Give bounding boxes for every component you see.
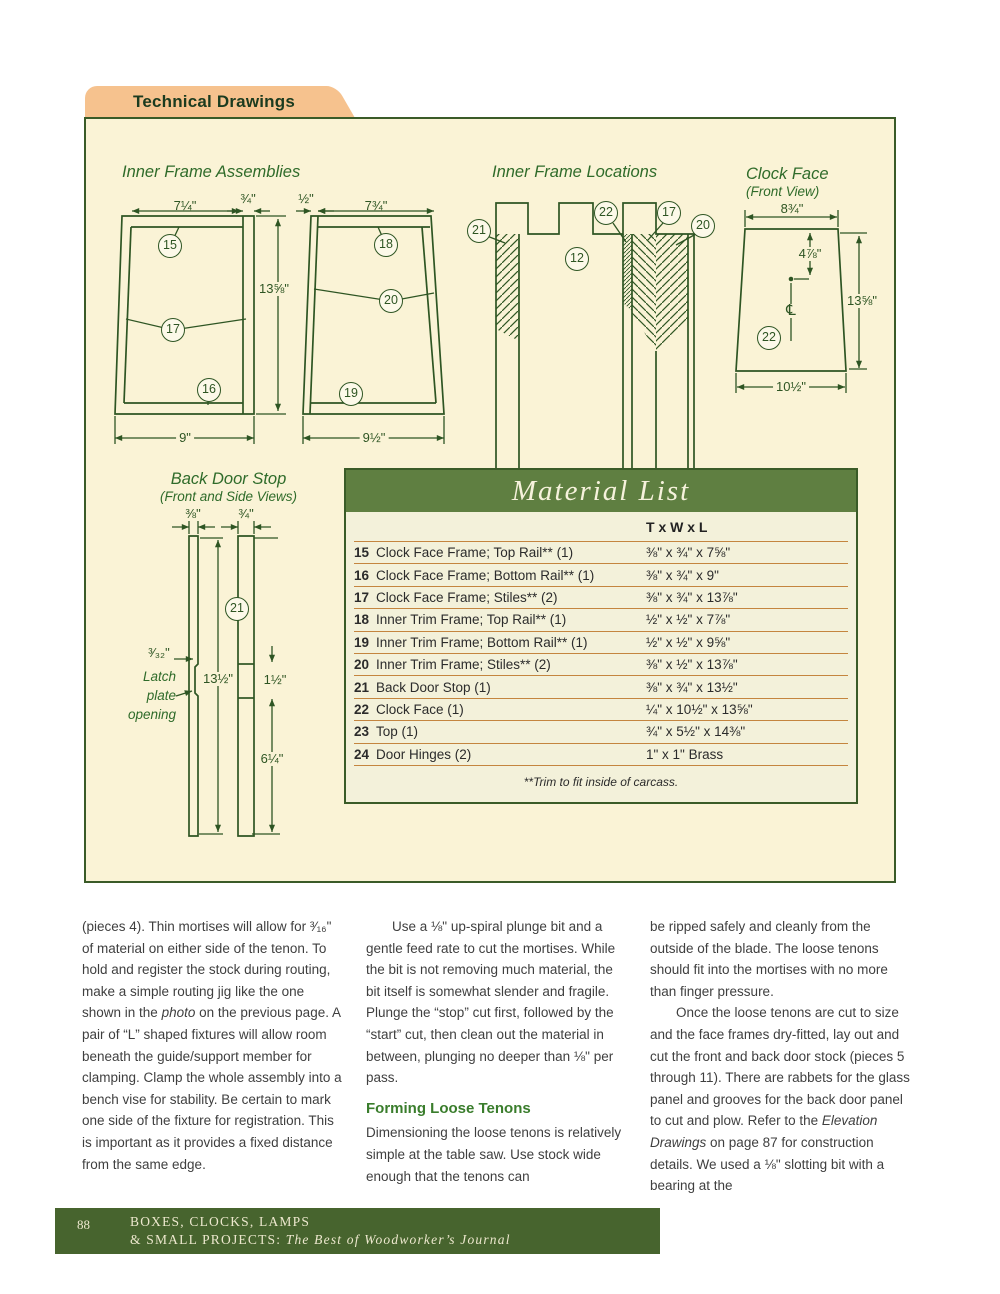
part-dimensions: ⅜" x ¾" x 13½"	[646, 679, 738, 695]
locations-hatching	[496, 234, 688, 351]
table-row	[354, 608, 848, 630]
paragraph: Dimensioning the loose tenons is relatively simple at the table saw. Use stock wide enough that the tenons can	[366, 1125, 622, 1184]
article-column-1	[82, 916, 344, 1197]
table-row	[354, 698, 848, 720]
callout-22-clockface: 22	[757, 326, 781, 350]
callout-12: 12	[565, 247, 589, 271]
backdoor-title: Back Door Stop	[170, 470, 287, 488]
part-number: 20	[354, 657, 370, 673]
back-door-stop-section	[496, 234, 519, 341]
table-row	[354, 586, 848, 608]
drawings-panel	[84, 117, 896, 883]
side-view-bar	[238, 536, 254, 836]
callout-21-backdoor: 21	[225, 597, 249, 621]
dim-backdoor-lower: 6¼"	[258, 752, 287, 766]
clockface-subtitle: (Front View)	[746, 184, 820, 199]
dim-backdoor-front-width: ⅜"	[185, 506, 201, 521]
dim-backdoor-notch: ³⁄₃₂"	[148, 645, 170, 660]
dim-top-right-width: 7¾"	[364, 198, 388, 213]
part-dimensions: 1" x 1" Brass	[646, 746, 724, 762]
locations-title: Inner Frame Locations	[492, 163, 658, 181]
face-frame-stile-section	[632, 234, 656, 351]
dim-bottom-left-width: 9"	[176, 431, 194, 445]
article-column-2	[366, 916, 628, 1197]
dim-right-stile-width: ¾"	[240, 191, 256, 206]
dim-backdoor-side-width: ¾"	[238, 506, 254, 521]
paragraph-text: (pieces 4). Thin mortises will allow for ³⁄₁₆" of material on either side of the tenon. To hold and register the stock during routing, make a simple routing jig like the one shown in the	[82, 919, 332, 1021]
part-name: Clock Face Frame; Bottom Rail** (1)	[376, 567, 595, 583]
paragraph-text: on the previous page. A pair of “L” shaped fixtures will allow room beneath the guide/support member for clamping. Clamp the whole assembly into a bench vise for stability. Be certain to mark one side of the fixture for registration. This is important as it provides a fixed distance from the same edge.	[82, 1005, 342, 1172]
part-number: 19	[354, 634, 370, 650]
table-row	[354, 631, 848, 653]
part-number: 15	[354, 545, 370, 561]
book-title-line1: BOXES, CLOCKS, LAMPS	[130, 1214, 311, 1229]
backdoor-object-lines	[189, 536, 254, 836]
latch-plate-opening-label: Latch plate opening	[127, 669, 176, 722]
trim-frame-stile-section	[656, 234, 688, 351]
part-dimensions: ⅜" x ¾" x 7⅝"	[646, 545, 731, 561]
part-name: Top (1)	[376, 724, 419, 740]
part-dimensions: ½" x ½" x 7⅞"	[646, 612, 731, 628]
dim-clockface-drop: 4⅞"	[796, 247, 825, 261]
book-title	[130, 1213, 511, 1249]
table-row	[354, 675, 848, 697]
part-number: 17	[354, 589, 370, 605]
part-number: 21	[354, 679, 370, 695]
part-number: 16	[354, 567, 370, 583]
dim-top-left-width: 7¼"	[173, 198, 197, 213]
book-title-line2	[130, 1231, 511, 1249]
part-dimensions: ⅜" x ¾" x 13⅞"	[646, 589, 738, 605]
paragraph-text: Once the loose tenons are cut to size and the face frames dry-fitted, lay out and cut the front and back door stock (pieces 5 through 11). There are rabbets for the glass panel and grooves for the back door panel to cut and plow. Refer to the	[650, 1005, 910, 1129]
backdoor-subtitle: (Front and Side Views)	[159, 489, 298, 504]
part-dimensions: ⅜" x ¾" x 9"	[646, 567, 719, 583]
dim-backdoor-height: 13½"	[200, 672, 236, 686]
tab-label: Technical Drawings	[133, 92, 295, 111]
section-heading: Forming Loose Tenons	[366, 1099, 531, 1117]
part-dimensions: ¼" x 10½" x 13⅝"	[646, 701, 753, 717]
part-number: 18	[354, 612, 370, 628]
left-frame-outline	[115, 216, 254, 414]
callout-20-locations: 20	[691, 214, 715, 238]
callout-19: 19	[339, 382, 363, 406]
article-text	[82, 916, 912, 1197]
material-list-table	[344, 468, 858, 804]
dim-bottom-right-width: 9½"	[360, 431, 389, 445]
clock-face-section	[623, 234, 632, 311]
callout-20: 20	[379, 289, 403, 313]
table-row	[354, 541, 848, 563]
page-footer	[55, 1208, 660, 1254]
part-name: Inner Trim Frame; Stiles** (2)	[376, 657, 551, 673]
callout-16: 16	[197, 378, 221, 402]
part-name: Inner Trim Frame; Bottom Rail** (1)	[376, 634, 588, 650]
front-view-bar	[189, 536, 198, 836]
callout-18: 18	[374, 233, 398, 257]
part-dimensions: ½" x ½" x 9⅝"	[646, 634, 731, 650]
part-number: 24	[354, 746, 370, 762]
callout-17: 17	[161, 318, 185, 342]
material-list-footnote: **Trim to fit inside of carcass.	[354, 765, 848, 789]
txwxl-column-header: T x W x L	[646, 519, 708, 535]
table-row	[354, 653, 848, 675]
callout-17-locations: 17	[657, 201, 681, 225]
part-name: Clock Face Frame; Stiles** (2)	[376, 589, 558, 605]
page-number: 88	[77, 1217, 90, 1232]
callout-21-locations: 21	[467, 219, 491, 243]
clockface-title: Clock Face	[746, 165, 829, 183]
table-row	[354, 563, 848, 585]
dim-clockface-height: 13⅝"	[844, 294, 880, 308]
paragraph-text: on page 87 for construction details. We used a ⅛" slotting bit with a bearing at the	[650, 1134, 885, 1194]
part-name: Door Hinges (2)	[376, 746, 472, 762]
part-name: Clock Face (1)	[376, 701, 464, 717]
part-number: 22	[354, 701, 370, 717]
italic-text: Elevation Drawings	[650, 1113, 878, 1150]
material-list-header-band	[346, 470, 856, 512]
technical-drawings-tab	[85, 86, 325, 118]
book-title-line2-prefix: & SMALL PROJECTS:	[130, 1232, 286, 1247]
paragraph: be ripped safely and cleanly from the outside of the blade. The loose tenons should fit into the mortises with no more than finger pressure.	[650, 919, 888, 999]
paragraph: Use a ⅛" up-spiral plunge bit and a gentle feed rate to cut the mortises. While the bit is not removing much material, the bit itself is somewhat slender and fragile. Plunge the “stop” cut first, followed by the “start” cut, then clean out the material in between, plunging no deeper than ⅛" per pass.	[366, 919, 616, 1086]
assemblies-title: Inner Frame Assemblies	[122, 163, 301, 181]
paragraph	[650, 1002, 912, 1196]
tab-slant-shape	[297, 86, 355, 118]
part-dimensions: ¾" x 5½" x 14⅜"	[646, 724, 746, 740]
callout-15: 15	[158, 234, 182, 258]
paragraph	[82, 916, 344, 1175]
dim-clockface-bottom: 10½"	[773, 380, 809, 394]
dim-left-stile-width: ½"	[298, 191, 314, 206]
material-list-title: Material List	[511, 474, 691, 507]
part-dimensions: ⅜" x ½" x 13⅞"	[646, 657, 738, 673]
part-name: Clock Face Frame; Top Rail** (1)	[376, 545, 574, 561]
part-number: 23	[354, 724, 370, 740]
material-list-body	[346, 512, 856, 789]
callout-22-locations: 22	[594, 201, 618, 225]
material-list-column-header-row	[354, 512, 848, 541]
dim-frame-height: 13⅝"	[256, 282, 292, 296]
article-column-3	[650, 916, 912, 1197]
centerline-symbol: ℄	[783, 304, 799, 318]
table-row	[354, 720, 848, 742]
dim-backdoor-latch: 1½"	[263, 672, 287, 687]
dim-clockface-top: 8¾"	[780, 201, 804, 216]
italic-text: photo	[161, 1005, 196, 1021]
book-title-line2-italic: The Best of Woodworker’s Journal	[285, 1232, 511, 1247]
part-name: Back Door Stop (1)	[376, 679, 491, 695]
table-row	[354, 743, 848, 765]
part-name: Inner Trim Frame; Top Rail** (1)	[376, 612, 567, 628]
